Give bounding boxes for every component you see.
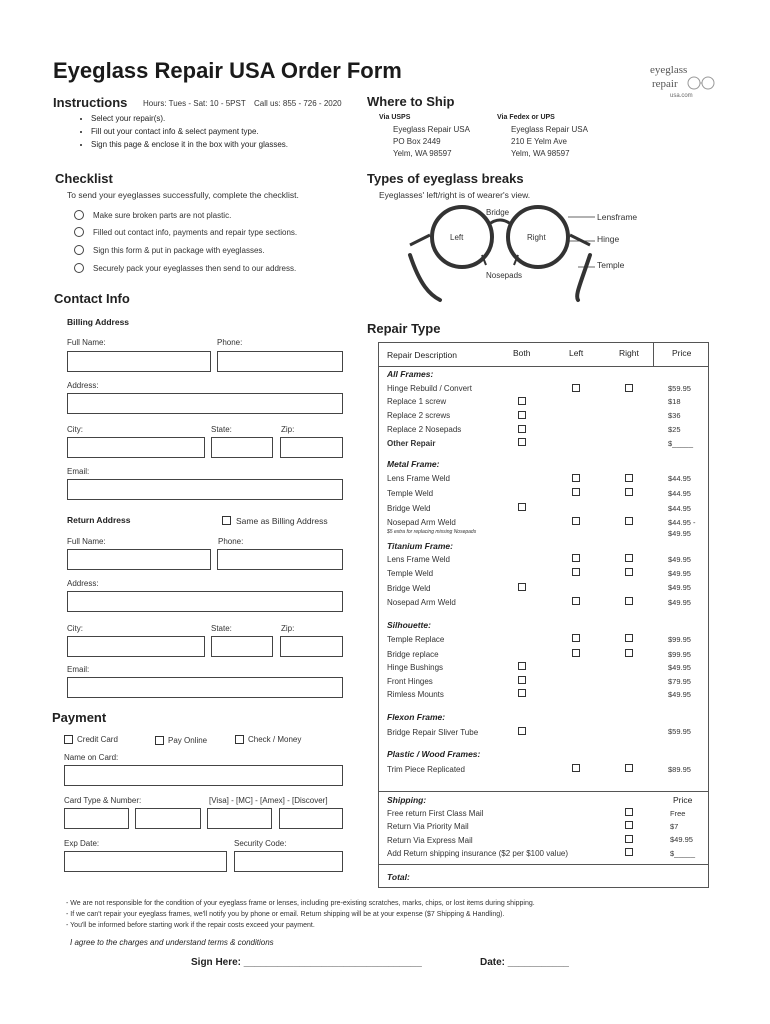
right-checkbox[interactable] <box>625 568 633 576</box>
both-checkbox[interactable] <box>518 662 526 670</box>
shipping-price-header: Price <box>673 795 693 805</box>
card-number-input-1[interactable] <box>64 808 129 829</box>
checklist-item: Securely pack your eyeglasses then send to our address. <box>93 264 297 273</box>
both-checkbox[interactable] <box>518 727 526 735</box>
both-checkbox[interactable] <box>518 411 526 419</box>
repair-row-price: $99.95 <box>668 635 691 644</box>
credit-card-checkbox[interactable] <box>64 735 73 744</box>
same-as-billing-checkbox[interactable] <box>222 516 231 525</box>
repair-row-price: $59.95 <box>668 727 691 736</box>
billing-name-label: Full Name: <box>67 338 106 347</box>
repair-row-price: $49.95 <box>668 555 691 564</box>
return-state-label: State: <box>211 624 232 633</box>
note: - You'll be informed before starting work if the repair costs exceed your payment. <box>66 922 315 929</box>
section-plastic: Plastic / Wood Frames: <box>387 749 481 759</box>
fedex-label: Via Fedex or UPS <box>497 114 555 121</box>
instruction-item: • Sign this page & enclose it in the box with your glasses. <box>91 138 288 151</box>
billing-email-input[interactable] <box>67 479 343 500</box>
checklist-item: Make sure broken parts are not plastic. <box>93 211 232 220</box>
date-field[interactable]: Date: ___________ <box>480 957 569 968</box>
repair-row-label: Trim Piece Replicated <box>387 765 465 774</box>
right-checkbox[interactable] <box>625 597 633 605</box>
repair-row-price: $49.95 <box>668 583 691 592</box>
pay-online-label: Pay Online <box>168 736 208 745</box>
right-checkbox[interactable] <box>625 649 633 657</box>
right-checkbox[interactable] <box>625 384 633 392</box>
both-checkbox[interactable] <box>518 689 526 697</box>
left-checkbox[interactable] <box>572 554 580 562</box>
shipping-row-label: Free return First Class Mail <box>387 809 484 818</box>
section-silhouette: Silhouette: <box>387 620 431 630</box>
card-options-text: [Visa] - [MC] - [Amex] - [Discover] <box>209 796 328 805</box>
return-zip-input[interactable] <box>280 636 343 657</box>
security-code-label: Security Code: <box>234 839 287 848</box>
return-heading: Return Address <box>67 515 131 525</box>
logo-glasses-icon <box>686 74 716 92</box>
name-on-card-label: Name on Card: <box>64 753 119 762</box>
col-both: Both <box>513 348 531 358</box>
repair-row-label: Rimless Mounts <box>387 690 444 699</box>
repair-row-label: Replace 2 screws <box>387 411 451 420</box>
return-state-input[interactable] <box>211 636 273 657</box>
shipping-checkbox[interactable] <box>625 835 633 843</box>
left-checkbox[interactable] <box>572 568 580 576</box>
checklist-circle[interactable] <box>74 263 84 273</box>
repair-row-price: $49.95 <box>668 663 691 672</box>
repair-row-price: $18 <box>668 397 681 406</box>
checklist-item: Sign this form & put in package with eyeglasses. <box>93 246 265 255</box>
left-checkbox[interactable] <box>572 488 580 496</box>
instructions-heading: Instructions <box>53 95 128 110</box>
billing-state-label: State: <box>211 425 232 434</box>
shipping-row-price: $_____ <box>670 849 696 858</box>
note: - We are not responsible for the condition of your eyeglass frame or lenses, including pre-existing scratches, marks, chips, or lost items during shipping. <box>66 900 535 907</box>
pay-online-checkbox[interactable] <box>155 736 164 745</box>
hinge-label: Hinge <box>597 234 620 244</box>
repair-row-price: $49.95 <box>668 690 691 699</box>
return-phone-label: Phone: <box>218 537 244 546</box>
repair-row-label: Temple Weld <box>387 569 434 578</box>
billing-zip-label: Zip: <box>281 425 295 434</box>
breaks-heading: Types of eyeglass breaks <box>367 171 524 186</box>
page-title: Eyeglass Repair USA Order Form <box>53 58 402 83</box>
col-left: Left <box>569 348 584 358</box>
shipping-row-label: Add Return shipping insurance ($2 per $100 value) <box>387 849 569 858</box>
repair-row-label: Replace 1 screw <box>387 397 447 406</box>
repair-row-label: Bridge Weld <box>387 584 431 593</box>
return-email-label: Email: <box>67 665 90 674</box>
fedex-line: Yelm, WA 98597 <box>511 149 570 158</box>
return-name-input[interactable] <box>67 549 211 570</box>
shipping-checkbox[interactable] <box>625 808 633 816</box>
contact-heading: Contact Info <box>54 291 130 306</box>
repair-row-label: Nosepad Arm Weld <box>387 598 456 607</box>
left-checkbox[interactable] <box>572 474 580 482</box>
col-desc: Repair Description <box>387 350 457 360</box>
both-checkbox[interactable] <box>518 676 526 684</box>
repair-row-price: $59.95 <box>668 384 691 393</box>
sign-here[interactable]: Sign Here: ________________________________ <box>191 957 422 968</box>
fedex-line: Eyeglass Repair USA <box>511 125 588 134</box>
shipping-row-price: $49.95 <box>670 835 693 844</box>
repair-row-label: Nosepad Arm Weld <box>387 518 456 527</box>
instructions-list <box>73 112 288 151</box>
section-flexon: Flexon Frame: <box>387 712 446 722</box>
repair-row-price: $_____ <box>668 439 694 448</box>
exp-date-input[interactable] <box>64 851 227 872</box>
checklist-intro: To send your eyeglasses successfully, complete the checklist. <box>67 190 299 200</box>
section-titanium: Titanium Frame: <box>387 541 453 551</box>
logo <box>640 62 720 102</box>
section-all-frames: All Frames: <box>387 369 434 379</box>
usps-label: Via USPS <box>379 114 411 121</box>
card-number-input-3[interactable] <box>207 808 272 829</box>
billing-state-input[interactable] <box>211 437 273 458</box>
billing-heading: Billing Address <box>67 317 130 327</box>
section-metal: Metal Frame: <box>387 459 440 469</box>
left-label: Left <box>450 233 464 242</box>
agree-text: I agree to the charges and understand terms & conditions <box>70 938 274 947</box>
billing-email-label: Email: <box>67 467 90 476</box>
shipping-row-price: $7 <box>670 822 679 831</box>
usps-line: Yelm, WA 98597 <box>393 149 452 158</box>
security-code-input[interactable] <box>234 851 343 872</box>
return-address-label: Address: <box>67 579 99 588</box>
same-as-billing-label: Same as Billing Address <box>236 516 328 526</box>
usps-line: PO Box 2449 <box>393 137 441 146</box>
repair-row-label: Temple Weld <box>387 489 434 498</box>
repair-row-label: Lens Frame Weld <box>387 474 450 483</box>
left-checkbox[interactable] <box>572 597 580 605</box>
both-checkbox[interactable] <box>518 583 526 591</box>
return-city-label: City: <box>67 624 83 633</box>
checklist-heading: Checklist <box>55 171 113 186</box>
card-number-input-4[interactable] <box>279 808 343 829</box>
billing-zip-input[interactable] <box>280 437 343 458</box>
repair-row-label: Replace 2 Nosepads <box>387 425 462 434</box>
repair-row-price: $79.95 <box>668 677 691 686</box>
credit-card-label: Credit Card <box>77 735 118 744</box>
instruction-item: • Fill out your contact info & select payment type. <box>91 125 288 138</box>
billing-city-input[interactable] <box>67 437 205 458</box>
logo-line3: usa.com <box>670 93 693 99</box>
repair-row-price: $44.95 <box>668 504 691 513</box>
repair-row-label: Bridge replace <box>387 650 439 659</box>
billing-phone-label: Phone: <box>217 338 243 347</box>
repair-row-label: Other Repair <box>387 439 436 448</box>
right-checkbox[interactable] <box>625 554 633 562</box>
note: - If we can't repair your eyeglass frames, we'll notify you by phone or email. Return shipping will be at your expense ($7 Shipping & Handling). <box>66 911 505 918</box>
card-number-input-2[interactable] <box>135 808 201 829</box>
glasses-diagram-icon <box>400 205 600 305</box>
checklist-item: Filled out contact info, payments and repair type sections. <box>93 228 298 237</box>
nosepads-label: Nosepads <box>486 271 523 280</box>
return-name-label: Full Name: <box>67 537 106 546</box>
logo-line1: eyeglass <box>650 64 688 76</box>
billing-address-input[interactable] <box>67 393 343 414</box>
return-zip-label: Zip: <box>281 624 295 633</box>
section-shipping: Shipping: <box>387 795 427 805</box>
billing-name-input[interactable] <box>67 351 211 372</box>
total-label: Total: <box>387 872 410 882</box>
repair-row-label: Temple Replace <box>387 635 445 644</box>
repair-row-price: $89.95 <box>668 765 691 774</box>
repair-heading: Repair Type <box>367 321 441 336</box>
repair-row-price: $49.95 <box>668 598 691 607</box>
name-on-card-input[interactable] <box>64 765 343 786</box>
repair-row-price: $25 <box>668 425 681 434</box>
billing-address-label: Address: <box>67 381 99 390</box>
shipping-row-label: Return Via Express Mail <box>387 836 473 845</box>
call-text: Call us: 855 - 726 - 2020 <box>254 99 342 108</box>
nosepad-note: $5 extra for replacing missing Nosepads <box>387 529 477 535</box>
repair-row-price: $99.95 <box>668 650 691 659</box>
repair-row-label: Bridge Repair Sliver Tube <box>387 728 479 737</box>
repair-row-label: Hinge Rebuild / Convert <box>387 384 472 393</box>
both-checkbox[interactable] <box>518 425 526 433</box>
breaks-intro: Eyeglasses' left/right is of wearer's view. <box>379 190 531 200</box>
repair-row-price-2: $49.95 <box>668 529 691 538</box>
repair-row-price: $44.95 <box>668 489 691 498</box>
lensframe-label: Lensframe <box>597 212 638 222</box>
right-checkbox[interactable] <box>625 634 633 642</box>
repair-row-label: Lens Frame Weld <box>387 555 450 564</box>
repair-row-price: $36 <box>668 411 681 420</box>
repair-row-price: $49.95 <box>668 569 691 578</box>
ship-heading: Where to Ship <box>367 94 455 109</box>
return-phone-input[interactable] <box>217 549 343 570</box>
shipping-row-label: Return Via Priority Mail <box>387 822 469 831</box>
repair-row-label: Bridge Weld <box>387 504 431 513</box>
checklist-circle[interactable] <box>74 227 84 237</box>
left-checkbox[interactable] <box>572 634 580 642</box>
col-price: Price <box>672 348 692 358</box>
bridge-label: Bridge <box>486 208 510 217</box>
checklist-circle[interactable] <box>74 245 84 255</box>
right-checkbox[interactable] <box>625 474 633 482</box>
left-checkbox[interactable] <box>572 649 580 657</box>
right-checkbox[interactable] <box>625 517 633 525</box>
left-checkbox[interactable] <box>572 384 580 392</box>
repair-table <box>378 342 709 888</box>
both-checkbox[interactable] <box>518 503 526 511</box>
both-checkbox[interactable] <box>518 438 526 446</box>
check-money-checkbox[interactable] <box>235 735 244 744</box>
logo-line2: repair <box>652 78 678 90</box>
billing-city-label: City: <box>67 425 83 434</box>
left-checkbox[interactable] <box>572 517 580 525</box>
left-checkbox[interactable] <box>572 764 580 772</box>
return-email-input[interactable] <box>67 677 343 698</box>
hours-text: Hours: Tues - Sat: 10 - 5PST <box>143 99 246 108</box>
shipping-checkbox[interactable] <box>625 848 633 856</box>
right-label: Right <box>527 233 546 242</box>
shipping-checkbox[interactable] <box>625 821 633 829</box>
exp-date-label: Exp Date: <box>64 839 100 848</box>
temple-label: Temple <box>597 260 625 270</box>
repair-row-label: Front Hinges <box>387 677 433 686</box>
right-checkbox[interactable] <box>625 488 633 496</box>
payment-heading: Payment <box>52 710 107 725</box>
fedex-line: 210 E Yelm Ave <box>511 137 567 146</box>
checklist-circle[interactable] <box>74 210 84 220</box>
return-city-input[interactable] <box>67 636 205 657</box>
both-checkbox[interactable] <box>518 397 526 405</box>
check-money-label: Check / Money <box>248 735 302 744</box>
right-checkbox[interactable] <box>625 764 633 772</box>
usps-line: Eyeglass Repair USA <box>393 125 470 134</box>
repair-row-price: $44.95 <box>668 474 691 483</box>
billing-phone-input[interactable] <box>217 351 343 372</box>
repair-row-price: $44.95 - <box>668 518 696 527</box>
card-type-label: Card Type & Number: <box>64 796 142 805</box>
repair-row-label: Hinge Bushings <box>387 663 444 672</box>
shipping-row-price: Free <box>670 809 686 818</box>
instruction-item: • Select your repair(s). <box>91 112 288 125</box>
col-right: Right <box>619 348 639 358</box>
return-address-input[interactable] <box>67 591 343 612</box>
